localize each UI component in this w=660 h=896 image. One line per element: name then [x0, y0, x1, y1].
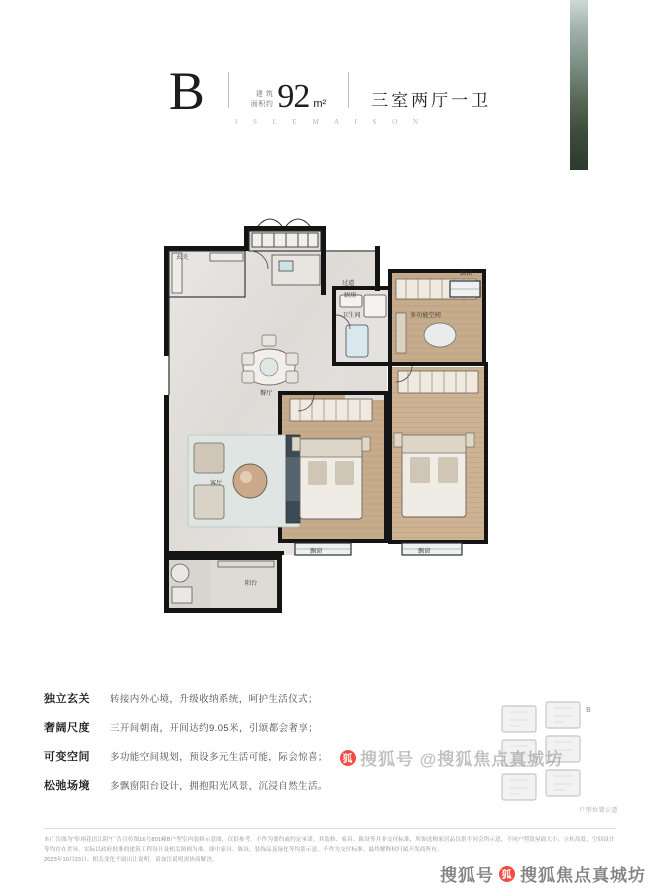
svg-text:玄关: 玄关: [176, 254, 189, 261]
area-label-line1: 建 筑: [255, 91, 274, 99]
svg-text:B: B: [586, 706, 591, 714]
area-unit: m²: [313, 98, 327, 110]
feature-title: 奢阔尺度: [44, 722, 90, 734]
sohu-logo-icon: 狐: [340, 750, 356, 766]
svg-text:多功能空间: 多功能空间: [410, 312, 441, 319]
watermark-bottom: [440, 861, 646, 886]
feature-title: 独立玄关: [44, 693, 90, 705]
feature-text: 三开间朝南，开间达约9.05米，引颂都会奢享；: [110, 723, 319, 734]
watermark-center: [340, 745, 563, 770]
watermark-bottom-left-text: 搜狐号: [440, 866, 494, 885]
area-label: [251, 90, 274, 114]
floor-plan: [150, 195, 540, 620]
watermark-bottom-right-text: 搜狐焦点真城坊: [520, 866, 646, 885]
header-divider-2: [348, 72, 349, 108]
project-subtitle: I S L E M A I S O N: [234, 118, 426, 126]
feature-item: [44, 690, 474, 706]
feature-text: 多功能空间规划，预设多元生活可能，际会惊喜；: [110, 752, 328, 763]
svg-text:卫生间: 卫生间: [342, 312, 361, 319]
unit-letter: B: [168, 61, 206, 121]
feature-title: 可变空间: [44, 751, 90, 763]
area-block: [251, 80, 326, 114]
footer-divider: [44, 828, 616, 829]
svg-text:客厅: 客厅: [210, 480, 223, 487]
disclaimer-line-2: 2023年10月23日。相关变化不属出让说明，请加注说明需协商解决。: [44, 856, 218, 863]
svg-text:飘窗: 飘窗: [418, 548, 431, 555]
key-plan-caption: 户型位置示意: [578, 808, 618, 814]
feature-title: 松弛场境: [44, 780, 90, 792]
area-label-line2: 面积约: [250, 100, 274, 108]
svg-text:飘窗: 飘窗: [310, 548, 323, 555]
svg-text:飘窗: 飘窗: [460, 270, 473, 277]
watermark-center-text: 搜狐号 @搜狐焦点真城坊: [360, 750, 564, 769]
feature-text: 多飘窗阳台设计，拥抱阳光风景，沉浸自然生活。: [110, 781, 328, 792]
unit-header: [0, 60, 660, 150]
feature-item: [44, 719, 474, 735]
svg-text:厨房: 厨房: [344, 292, 357, 299]
decorative-photo-strip: [570, 0, 588, 170]
svg-text:阳台: 阳台: [245, 580, 258, 587]
room-count: 三室两厅一卫: [371, 91, 492, 110]
svg-text:过道: 过道: [342, 280, 355, 287]
area-value: 92: [277, 78, 310, 115]
svg-text:餐厅: 餐厅: [260, 390, 273, 397]
header-divider-1: [228, 72, 229, 108]
feature-text: 转接内外心境，升级收纳系统，呵护生活仪式；: [110, 694, 318, 705]
feature-item: [44, 777, 474, 793]
sohu-logo-icon: 狐: [499, 866, 515, 882]
disclaimer-line-1: 本广告图为"彰翊花语江阴"广告宣传图16号801幢B户型室内装修示意图，仅供参考。不作为要约或约定承诺。其装修、家具、陈设等并非交付标准，所饰选购家居品仅供不同会所示意，不同户型款屋面大小、立柱高度、空间设计等均存在差异，实际以政府批准的建筑工程设计及相关图则为准。图中家具、陈设、装饰品及绿化等均系示意，不作为交付标准。最终解释权归属开发商所有。: [44, 837, 615, 853]
